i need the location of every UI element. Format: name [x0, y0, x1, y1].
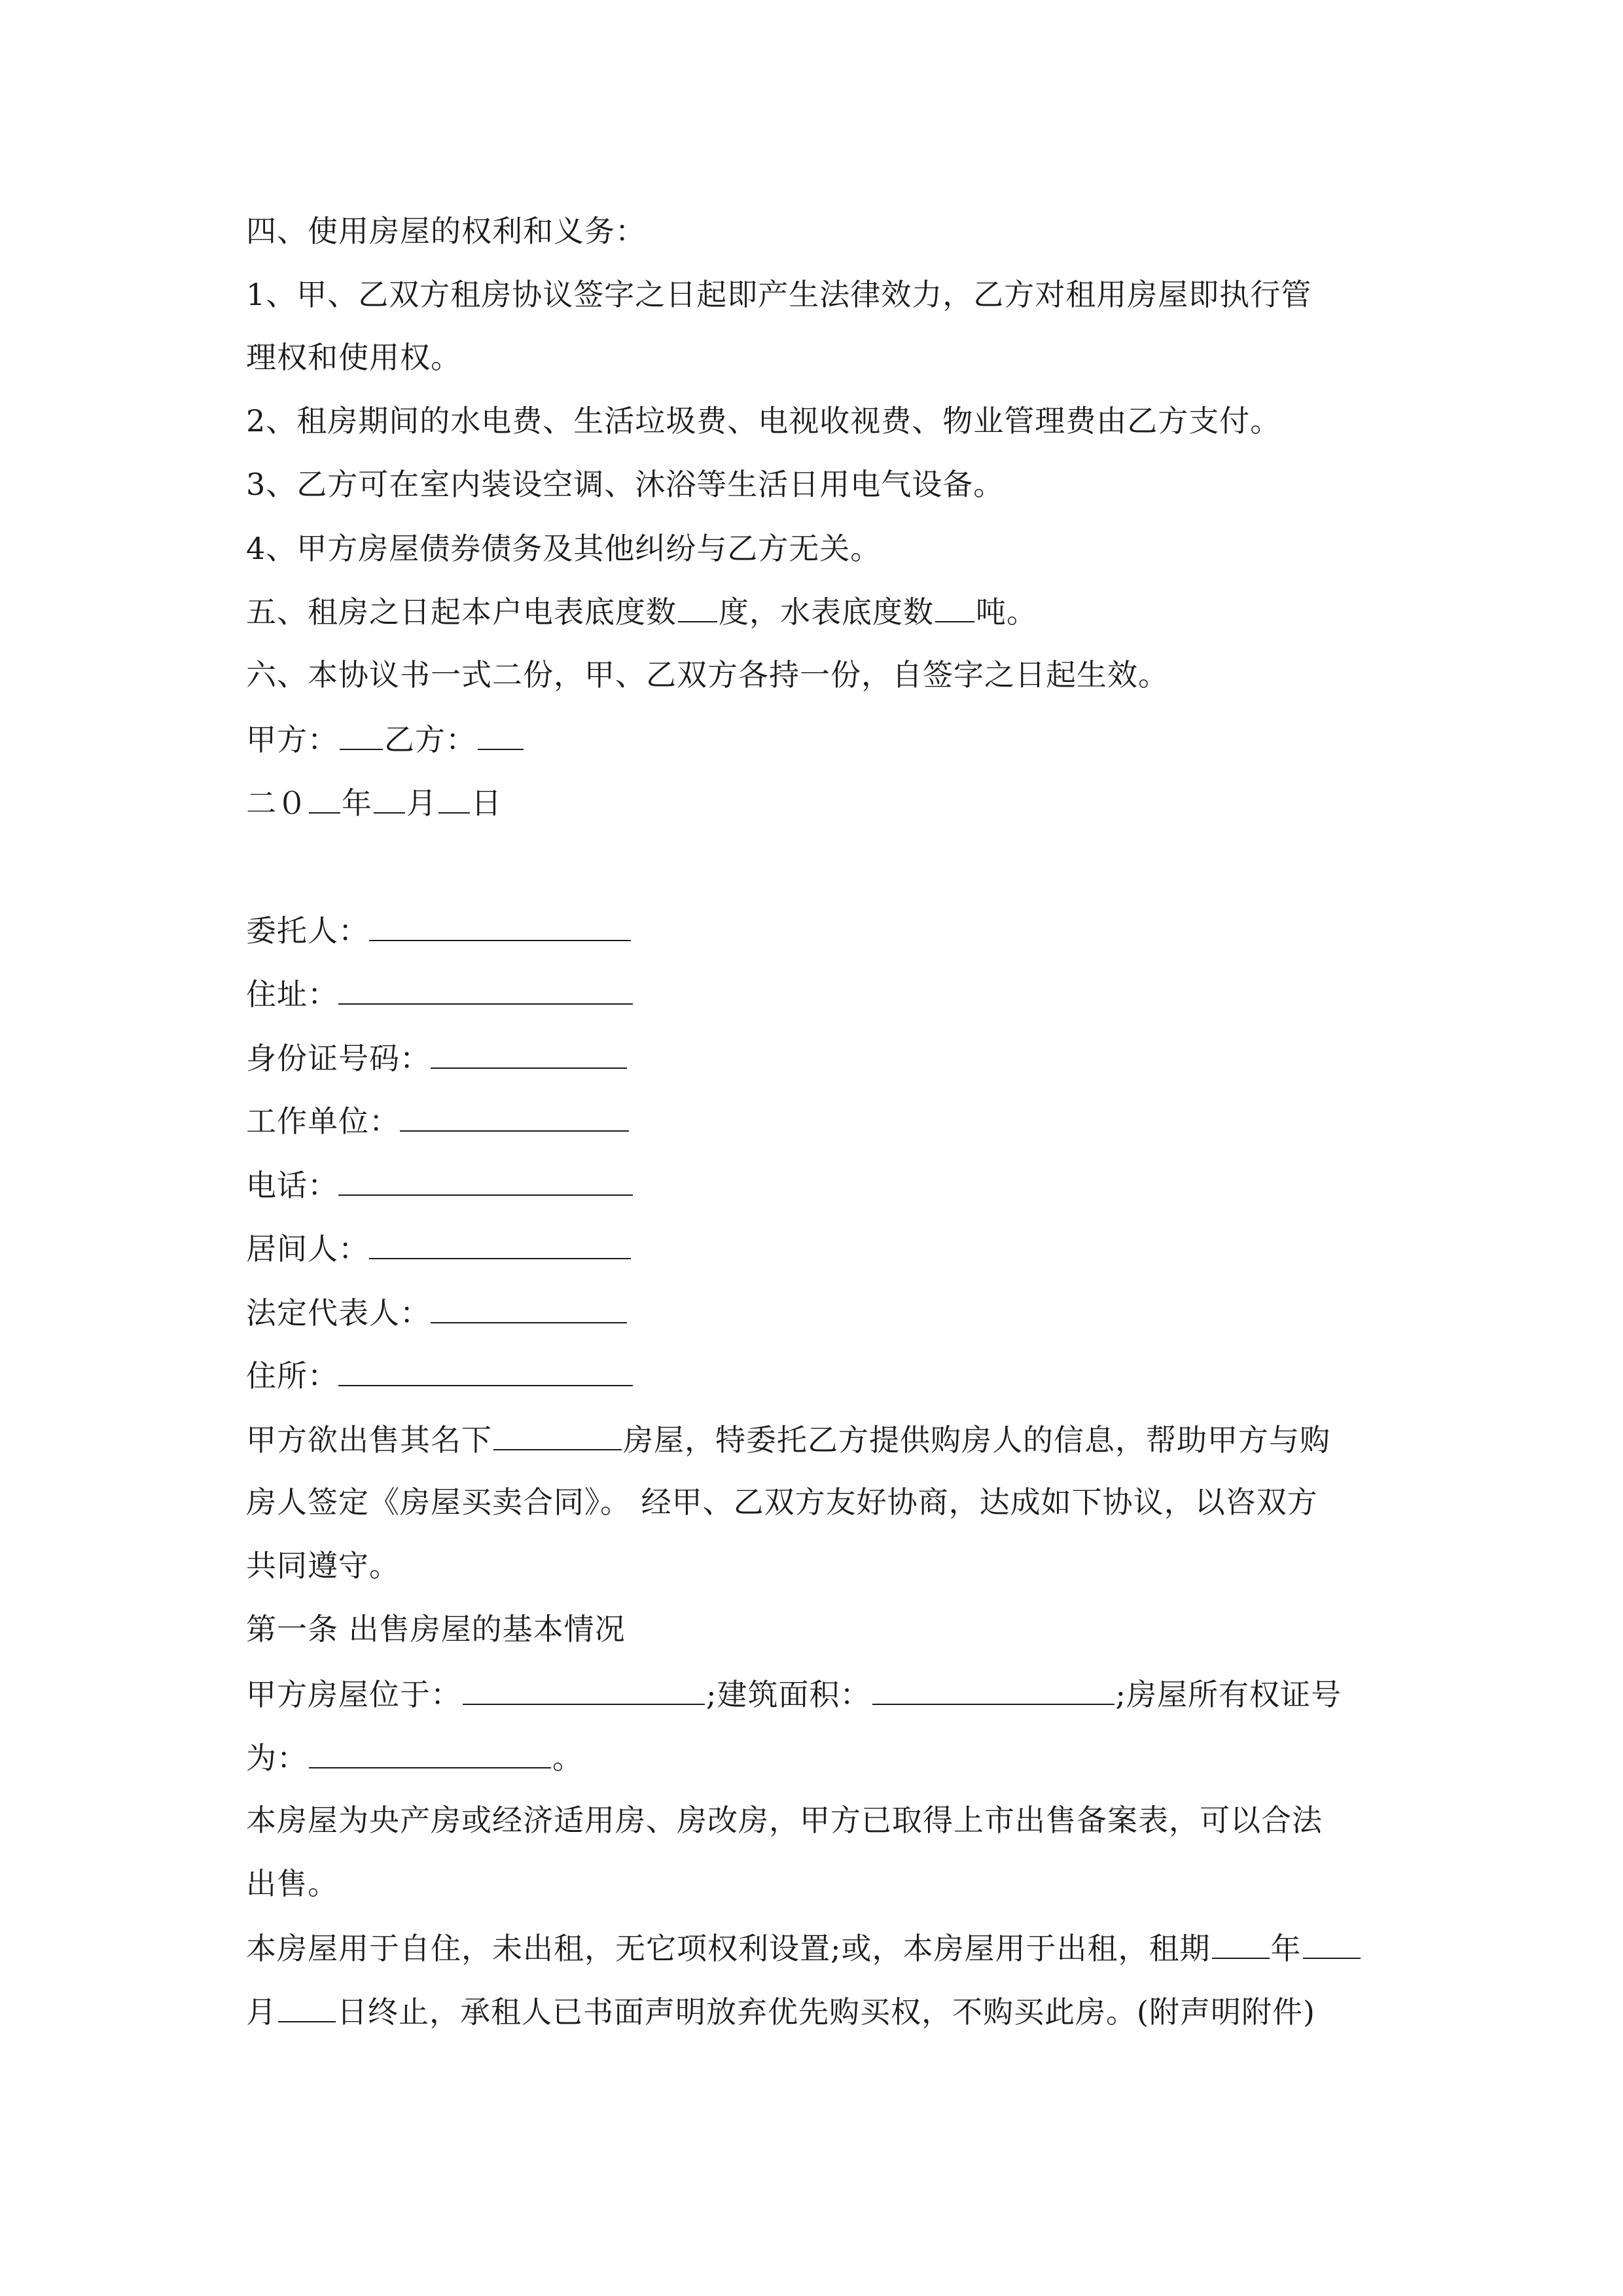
- lease-day-blank[interactable]: [278, 1992, 336, 2022]
- certificate-blank[interactable]: [309, 1738, 551, 1768]
- field-client: [246, 911, 631, 949]
- section4-item1-line2: [246, 339, 461, 376]
- section6: [246, 656, 1169, 693]
- phone-input-line[interactable]: [338, 1166, 633, 1196]
- intermediary-label: 居间人：: [246, 1231, 369, 1266]
- date-month-label: 月: [406, 785, 437, 821]
- phone-label: 电话：: [246, 1168, 338, 1203]
- date-prefix: 二０: [246, 785, 308, 821]
- party-a-signature-blank[interactable]: [340, 720, 383, 750]
- section4-item1-continued: 理权和使用权。: [246, 340, 461, 375]
- section5-text-2: 度，水表底度数: [719, 594, 934, 630]
- area-label: ;建筑面积：: [706, 1677, 871, 1712]
- employer-label: 工作单位：: [246, 1103, 400, 1139]
- field-residence: [246, 1356, 633, 1394]
- client-label: 委托人：: [246, 913, 369, 948]
- article1-para3-line1: [246, 1929, 1362, 1967]
- article1-certificate-line: [246, 1738, 583, 1776]
- para2-text-2: 出售。: [246, 1866, 338, 1901]
- lease-year-blank[interactable]: [1212, 1929, 1270, 1959]
- location-blank[interactable]: [463, 1675, 705, 1705]
- electricity-reading-blank[interactable]: [678, 592, 717, 622]
- signature-line: [246, 720, 525, 758]
- year-blank[interactable]: [309, 783, 340, 814]
- intro-text-2: 房人签定《房屋买卖合同》。 经甲、乙双方友好协商，达成如下协议，以咨双方: [246, 1484, 1318, 1520]
- field-address: [246, 975, 633, 1013]
- property-name-blank[interactable]: [493, 1420, 622, 1450]
- date-year-label: 年: [342, 785, 372, 821]
- location-label: 甲方房屋位于：: [246, 1677, 461, 1712]
- party-b-signature-blank[interactable]: [478, 720, 524, 750]
- section5: [246, 592, 1037, 630]
- article1-para2-line2: [246, 1865, 338, 1902]
- lease-month-blank[interactable]: [1303, 1929, 1361, 1959]
- article1-location-line: [246, 1675, 1342, 1713]
- intro-line1: [246, 1420, 1330, 1458]
- certificate-label: ;房屋所有权证号: [1115, 1677, 1342, 1712]
- id-number-input-line[interactable]: [431, 1039, 627, 1069]
- field-intermediary: [246, 1229, 631, 1267]
- section4-item3-text: 3、乙方可在室内装设空调、沐浴等生活日用电气设备。: [246, 467, 1005, 502]
- para3-month-label: 月: [246, 1994, 277, 2030]
- section5-text-3: 吨。: [976, 594, 1037, 630]
- section5-text-1: 五、租房之日起本户电表底度数: [246, 594, 677, 630]
- intro-line3: [246, 1547, 400, 1584]
- employer-input-line[interactable]: [400, 1102, 629, 1132]
- party-a-label: 甲方：: [246, 722, 338, 757]
- field-legal-rep: [246, 1293, 627, 1331]
- intermediary-input-line[interactable]: [369, 1229, 631, 1259]
- address-label: 住址：: [246, 977, 338, 1012]
- article1-heading-text: 第一条 出售房屋的基本情况: [246, 1611, 626, 1647]
- date-day-label: 日: [471, 785, 502, 821]
- area-blank[interactable]: [872, 1675, 1115, 1705]
- article1-heading: [246, 1611, 626, 1647]
- address-input-line[interactable]: [338, 975, 633, 1005]
- legal-rep-input-line[interactable]: [431, 1293, 627, 1323]
- section4-heading: [246, 213, 646, 249]
- date-line: [246, 783, 502, 821]
- section4-item1-text: 1、甲、乙双方租房协议签字之日起即产生法律效力，乙方对租用房屋即执行管: [246, 277, 1312, 312]
- para3-text-1: 本房屋用于自住，未出租，无它项权利设置;或，本房屋用于出租，租期: [246, 1931, 1211, 1966]
- residence-input-line[interactable]: [338, 1356, 633, 1386]
- party-b-label: 乙方：: [384, 722, 476, 757]
- water-reading-blank[interactable]: [935, 592, 974, 622]
- intro-line2: [246, 1484, 1318, 1520]
- section4-item4-text: 4、甲方房屋债券债务及其他纠纷与乙方无关。: [246, 531, 882, 566]
- para3-year-label: 年: [1270, 1931, 1302, 1966]
- residence-label: 住所：: [246, 1358, 338, 1393]
- section6-text: 六、本协议书一式二份，甲、乙双方各持一份，自签字之日起生效。: [246, 657, 1169, 692]
- intro-text-1a: 甲方欲出售其名下: [246, 1422, 492, 1458]
- certificate-label-cont: 为：: [246, 1740, 308, 1776]
- section4-heading-text: 四、使用房屋的权利和义务：: [246, 213, 646, 249]
- certificate-period: 。: [552, 1740, 583, 1776]
- id-number-label: 身份证号码：: [246, 1041, 431, 1076]
- para2-text-1: 本房屋为央产房或经济适用房、房改房，甲方已取得上市出售备案表，可以合法: [246, 1803, 1323, 1838]
- day-blank[interactable]: [438, 783, 470, 814]
- legal-rep-label: 法定代表人：: [246, 1295, 431, 1331]
- month-blank[interactable]: [374, 783, 405, 814]
- section4-item3: [246, 466, 1004, 503]
- field-id-number: [246, 1039, 627, 1077]
- section4-item2: [246, 403, 1281, 439]
- field-phone: [246, 1166, 633, 1204]
- field-employer: [246, 1102, 629, 1139]
- section4-item4: [246, 530, 881, 567]
- article1-para2-line1: [246, 1802, 1323, 1839]
- para3-text-2: 日终止，承租人已书面声明放弃优先购买权，不购买此房。(附声明附件): [337, 1994, 1315, 2030]
- intro-text-3: 共同遵守。: [246, 1548, 400, 1583]
- intro-text-1b: 房屋，特委托乙方提供购房人的信息，帮助甲方与购: [623, 1422, 1330, 1458]
- section4-item1-line1: [246, 276, 1311, 313]
- section4-item2-text: 2、租房期间的水电费、生活垃圾费、电视收视费、物业管理费由乙方支付。: [246, 403, 1281, 439]
- article1-para3-line2: [246, 1992, 1315, 2030]
- client-input-line[interactable]: [369, 911, 631, 941]
